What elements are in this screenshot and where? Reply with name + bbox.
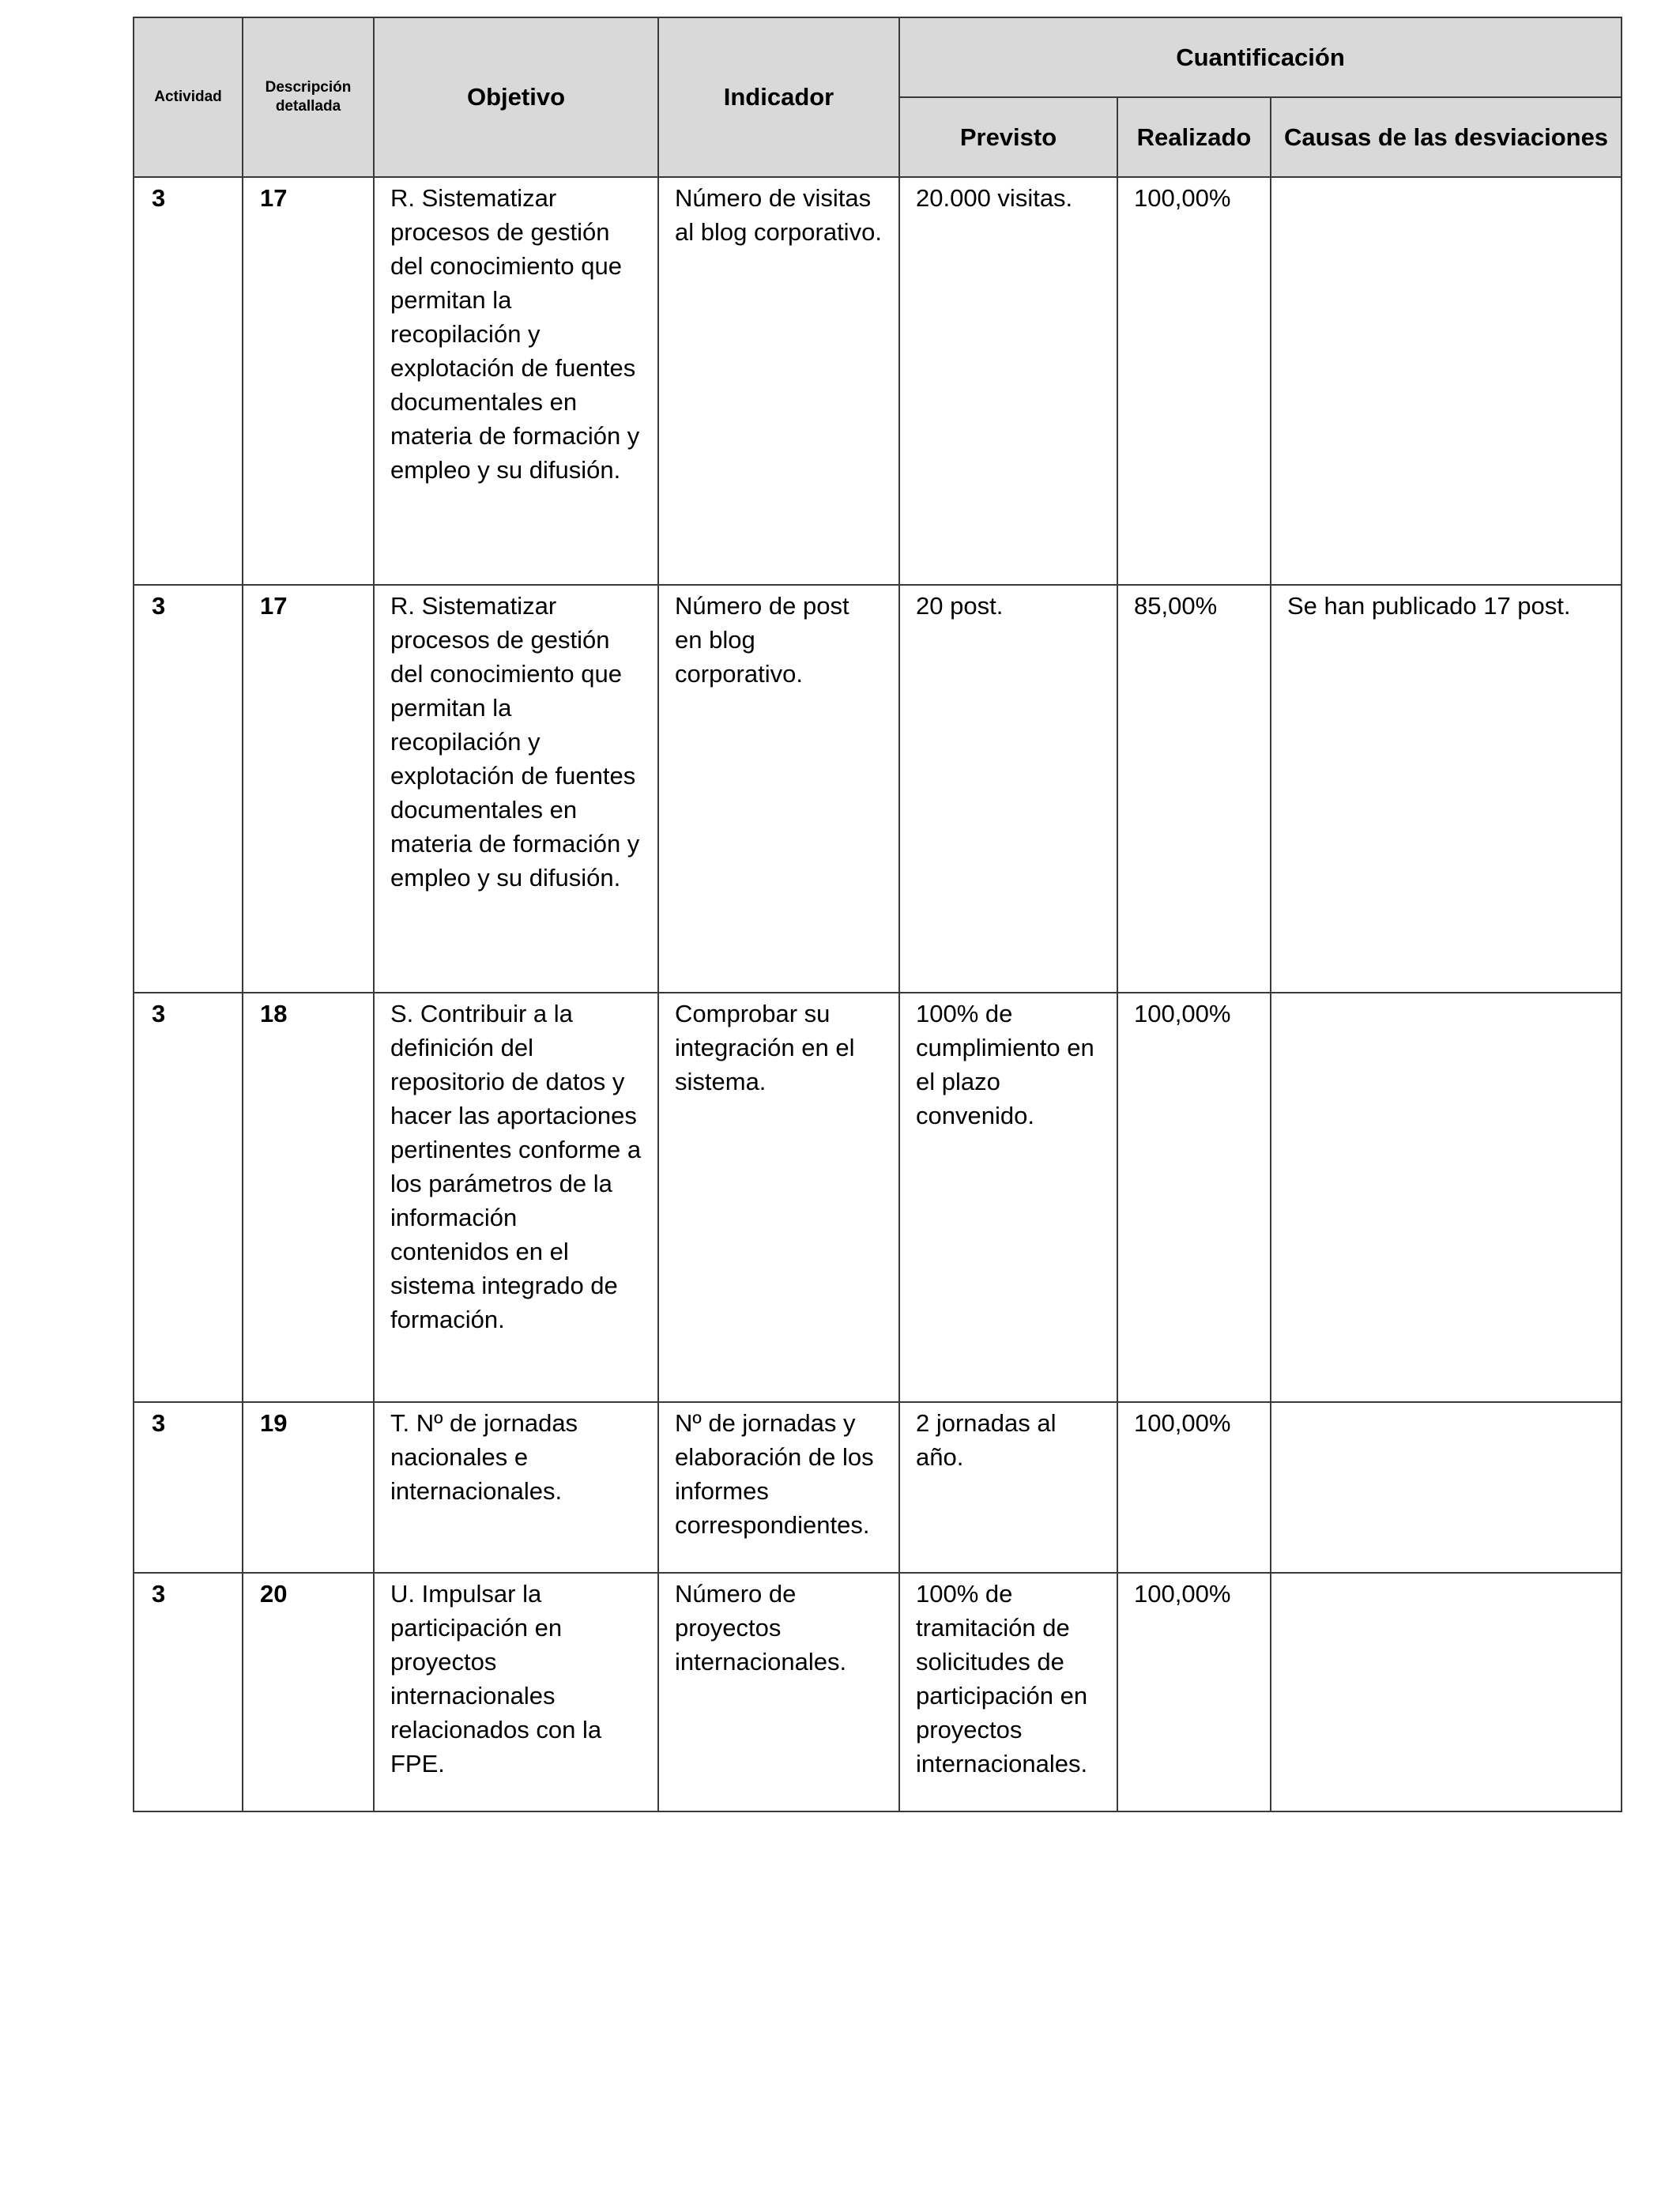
cell-descripcion: 17 xyxy=(243,585,374,993)
cell-objetivo: R. Sistematizar procesos de gestión del conocimiento que permitan la recopilación y explotación de fuentes documentales en materia de formación y empleo y su difusión. xyxy=(374,177,658,585)
cell-actividad: 3 xyxy=(134,585,243,993)
table-row xyxy=(134,1402,1622,1573)
cell-objetivo: T. Nº de jornadas nacionales e internacionales. xyxy=(374,1402,658,1573)
cell-causas xyxy=(1271,1402,1622,1573)
header-descripcion-line1: Descripción xyxy=(265,79,352,96)
cell-objetivo: U. Impulsar la participación en proyectos internacionales relacionados con la FPE. xyxy=(374,1573,658,1811)
header-realizado: Realizado xyxy=(1117,97,1271,177)
cell-indicador: Número de visitas al blog corporativo. xyxy=(658,177,899,585)
table-body xyxy=(134,177,1622,1811)
cell-indicador: Número de post en blog corporativo. xyxy=(658,585,899,993)
cell-realizado: 85,00% xyxy=(1117,585,1271,993)
table-row xyxy=(134,993,1622,1402)
cell-indicador: Comprobar su integración en el sistema. xyxy=(658,993,899,1402)
cell-previsto: 20 post. xyxy=(899,585,1117,993)
cell-causas xyxy=(1271,177,1622,585)
cell-realizado: 100,00% xyxy=(1117,993,1271,1402)
cell-causas xyxy=(1271,993,1622,1402)
cell-objetivo: R. Sistematizar procesos de gestión del conocimiento que permitan la recopilación y explotación de fuentes documentales en materia de formación y empleo y su difusión. xyxy=(374,585,658,993)
cell-descripcion: 19 xyxy=(243,1402,374,1573)
cell-previsto: 20.000 visitas. xyxy=(899,177,1117,585)
cell-previsto: 100% de tramitación de solicitudes de participación en proyectos internacionales. xyxy=(899,1573,1117,1811)
cell-previsto: 100% de cumplimiento en el plazo convenido. xyxy=(899,993,1117,1402)
table-row xyxy=(134,177,1622,585)
cell-descripcion: 20 xyxy=(243,1573,374,1811)
table-row xyxy=(134,1573,1622,1811)
table-row xyxy=(134,585,1622,993)
header-indicador: Indicador xyxy=(658,17,899,177)
cell-realizado: 100,00% xyxy=(1117,1402,1271,1573)
cell-descripcion: 17 xyxy=(243,177,374,585)
table-header xyxy=(134,17,1622,177)
cell-indicador: Nº de jornadas y elaboración de los informes correspondientes. xyxy=(658,1402,899,1573)
cell-objetivo: S. Contribuir a la definición del repositorio de datos y hacer las aportaciones pertinentes conforme a los parámetros de la información contenidos en el sistema integrado de formación. xyxy=(374,993,658,1402)
cell-previsto: 2 jornadas al año. xyxy=(899,1402,1117,1573)
cell-causas xyxy=(1271,1573,1622,1811)
cell-indicador: Número de proyectos internacionales. xyxy=(658,1573,899,1811)
header-causas: Causas de las desviaciones xyxy=(1271,97,1622,177)
quantification-table xyxy=(133,17,1622,1812)
header-descripcion xyxy=(243,17,374,177)
cell-descripcion: 18 xyxy=(243,993,374,1402)
cell-actividad: 3 xyxy=(134,1402,243,1573)
header-actividad: Actividad xyxy=(134,17,243,177)
cell-actividad: 3 xyxy=(134,993,243,1402)
header-descripcion-line2: detallada xyxy=(275,98,341,115)
header-cuantificacion: Cuantificación xyxy=(899,17,1622,97)
cell-actividad: 3 xyxy=(134,1573,243,1811)
cell-causas: Se han publicado 17 post. xyxy=(1271,585,1622,993)
cell-realizado: 100,00% xyxy=(1117,1573,1271,1811)
header-objetivo: Objetivo xyxy=(374,17,658,177)
cell-actividad: 3 xyxy=(134,177,243,585)
header-previsto: Previsto xyxy=(899,97,1117,177)
cell-realizado: 100,00% xyxy=(1117,177,1271,585)
